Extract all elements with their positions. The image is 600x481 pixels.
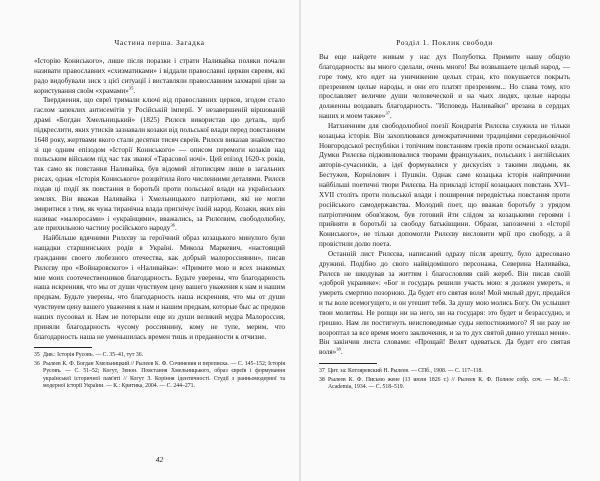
running-head: Частина перша. Загадка bbox=[114, 38, 205, 47]
footnote: 37 Цит. за: Котляревский Н. Рылеев. — СПб., 1908. — С. 117–118. bbox=[319, 368, 483, 375]
footnote-marker: 35 bbox=[128, 85, 134, 91]
right-page bbox=[301, 0, 600, 481]
footnotes bbox=[319, 368, 570, 392]
running-head: Розділ 1. Поклик свободи bbox=[396, 38, 493, 47]
paragraph: «Історію Кониського», лише після поразки і страти Наливайка поляки почали називати православних «схизматиками» і віддали православні церкви євреям, які радо видобували зиск з цієї ситуації і виставляли православним захмарні ціни за користування своїм «храмами»$^{35}$. bbox=[34, 57, 285, 95]
footnote-marker: 36 bbox=[170, 222, 175, 228]
footnote: 36 Рылеев К. Ф. Богдан Хмельницкий // Рылеев К. Ф. Сочинения и переписка. — С. 145–152; Історія Русовъ. — С. 51–52; Когут, Зенон. Повстання Хмельницького, образ євреїв і формування української історичної пам'яті // Когут З. Коріння ідентичності. Студії з ранньомодерної та модерної історії України. — К.: Критика, 2004. — С. 244–271. bbox=[34, 360, 285, 390]
footnote-rule bbox=[34, 347, 92, 348]
paragraph: Твердження, що євреї тримали ключі від православних церков, згодом стало гаслом запеклих антисемітів у Російській імперії. У незавершеній віршованій драмі «Богдан Хмельницький» (1825) Рилєєв використав цю деталь, щоб підкреслити, яких утисків зазнавали козаки від польської влади перед повстанням 1648 року, жертвами якого стали десятки тисяч євреїв. Рилєєв виказав знайомство зі ще одним епізодом «Історії Кониського» — описом перемоги козаків над польським військом під час так званої «Тарасової ночі». Цей епізод 1620-х років, так само як повстання Наливайка, був відомий літописцям лише в загальних рисах, однак «Історія Кониського» розцвітила його численними деталями. Рилєєв подав ці події як повстання в боротьбі проти польської влади на українських землях. Він вважав Наливайка і Хмельницького патріотами, які не могли змиритися з тим, як чужа тиранічна влада пригнічує їхній народ. Козаки, яких він називає «малоросами» і «українцями», вважались, за Рилєєвим, свободолюбну, але прихильною частину російського народу$^{36}$. bbox=[34, 96, 285, 233]
left-page bbox=[0, 0, 299, 481]
paragraph: Натхненням для свободолюбної поезії Кондратія Рилєєва служила не тільки козацька історія. Він захоплювався демократичними традиціями середньовічної Новгородської республіки і топічним повстанням греків проти османської влади. Думки Рилєєва підживлювалися творами французьких, польських і англійських авторів-сучасників, а ідеї формувалися у дискусіях з такими людьми, як Бестужев, Корнілович і Пушкін. Однак саме козацька історія найпричини найбільші поетичні твори Рилєєва. На прикладі історії козацьких повстань XVI–XVII століть проти польської влади і поширення передвістька повстання проти російського самодержавства. Молодий поет, що вважав боротьбу з урядом патріотичним обов'язком, був готовий йти слідом за козацькими героями і прийняти в боротьбі за свободу батьківщини. Образи, запозичені з «Історії Кониського», не тільки допомогли Рилєєву висловити мрії про свободу, а й провістили долю поета. bbox=[319, 121, 570, 249]
footnote: 38 Рылеев К. Ф. Письмо жене (13 июля 1826 г.) // Рылеев К. Ф. Полное собр. соч. — М.–Л.: Academia, 1934. — С. 518–519. bbox=[319, 376, 570, 391]
paragraph: Останній лист Рилєєва, написаний одразу після арешту, було адресовано дружині. Подібно до свого найвідомішого персонажа, Северина Наливайка, Рилєєв не шкодував за життям і благословляв свій жереб. Він писав своїй «доброй украинке»: «Бог и государь решили участь мою: я должен умереть, и умереть смертию позорною. Да будет его святая воля! Мой милый друг, предайся и ты воле всемогущего, и он утешит тебя. За душу мою молись Богу. Он услышит твои молитвы. Не ропщи ни на него, ни на государя: это будет и безрассудно, и грешно. Нам ли постигнуть неисповедимые суды непостижимого? Я ни разу не возроптал за все время моего заключения, и за то дух святой дивно утешал меня». Він закінчив листа словами: «Прощай! Велят одеваться. Да будет его святая воля»$^{38}$. bbox=[319, 249, 570, 357]
body-text bbox=[34, 57, 285, 342]
body-text bbox=[319, 53, 570, 358]
footnote-marker: 37 bbox=[385, 110, 390, 116]
paragraph: Найбільше вдячними Рилєєву за героїчний образ козацького минулого були нащадки старшинських родів в Україні. Микола Маркевич, «настоящий гражданин своего любезного отечества, как добрый малороссиянин», писав Рилєєву про «Войнаровского» і «Наливайка»: «Примите мою и всех знакомых мне моих соотечественников благодарность. Будьте уверены, что благодарность наша искренняя, что мы от души чувствуем цену вашего уважения к нам и нашим предкам. Будьте уверены, что благодарность наша искренняя, что мы от души чувствуем цену вашего уважения к нам и нашим предкам, которые быс ас предков наших пусоовал и. Нам не потерыли еще из души великий мудра Малороссия, приняли благодарность чусому россиянину, кому не тупе, мерим, что благодарность наша не уменьшилась времен тишь и преданности к отчизне. bbox=[34, 234, 285, 341]
paragraph: Вы еще найдете живым у нас дух Полуботка. Примите нашу общую благодарность: вы много сделали, очень много! Вы возвышаете целый народ, — горе тому, кто идет на уничижение целых стран, кто покушается покрыть презрением целые народы, и они его платят презрением... Но слава тому, кто прославляет величие души человеческой и на чьих людях, целые народы долженны воздавать благодарность. "Исповедь Наливайки" врезана в сердцах наших и моем также»$^{37}$. bbox=[319, 53, 570, 121]
footnotes bbox=[34, 352, 285, 391]
footnote-rule bbox=[319, 363, 377, 364]
footnote: 35 Див.: Історія Русовъ. — С. 35–41, тут 36. bbox=[34, 352, 144, 359]
footnote-marker: 38 bbox=[336, 346, 341, 352]
page-number: 42 bbox=[155, 455, 164, 464]
